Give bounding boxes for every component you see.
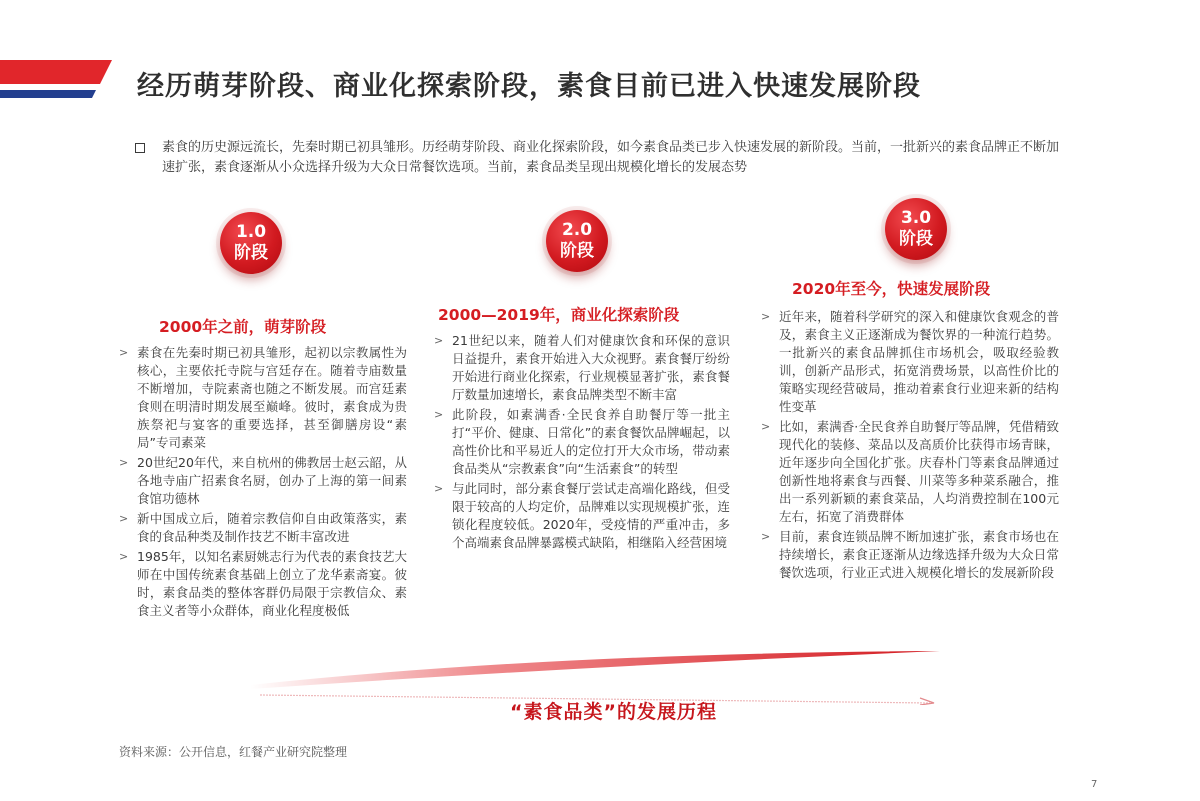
timeline-label: “素食品类”的发展历程	[510, 701, 717, 723]
stage-1-badge-number: 1.0	[235, 222, 267, 242]
page-title: 经历萌芽阶段、商业化探索阶段，素食目前已进入快速发展阶段	[137, 71, 921, 102]
list-item: > 20世纪20年代，来自杭州的佛教居士赵云韶，从各地寺庙广招素食名厨，创办了上海的第一间素食馆功德林	[119, 455, 407, 506]
stage-3-badge	[885, 198, 947, 260]
stage-1-title: 2000年之前，萌芽阶段	[159, 318, 327, 336]
stage-1-badge	[220, 212, 282, 274]
list-item: > 21世纪以来，随着人们对健康饮食和环保的意识日益提升，素食开始进入大众视野。素食餐厅纷纷开始进行商业化探索，行业规模显著扩张，素食餐厅数量加速增长，素食品牌类型不断丰富	[434, 333, 730, 402]
chevron-right-icon: >	[761, 530, 771, 543]
list-item: > 此阶段，如素满香·全民食养自助餐厅等一批主打“平价、健康、日常化”的素食餐饮品牌崛起，以高性价比和平易近人的定位打开大众市场，带动素食品类从“宗教素食”向“生活素食”的转型	[434, 407, 730, 476]
source-note: 资料来源：公开信息，红餐产业研究院整理	[119, 745, 348, 759]
chevron-right-icon: >	[761, 420, 771, 433]
list-item: > 1985年，以知名素厨姚志行为代表的素食技艺大师在中国传统素食基础上创立了龙华素斋宴。彼时，素食品类的整体客群仍局限于宗教信众、素食主义者等小众群体，商业化程度极低	[119, 549, 407, 618]
stage-2-list	[432, 332, 730, 554]
stage-2-badge	[546, 210, 608, 272]
stage-3-title: 2020年至今，快速发展阶段	[792, 280, 991, 298]
stage-2-title: 2000—2019年，商业化探索阶段	[438, 306, 680, 324]
header-accent-bar	[0, 60, 112, 98]
list-item: > 目前，素食连锁品牌不断加速扩张，素食市场也在持续增长，素食正逐渐从边缘选择升级为大众日常餐饮选项，行业正式进入规模化增长的发展新阶段	[761, 529, 1059, 580]
stage-1-badge-word: 阶段	[234, 243, 268, 263]
chevron-right-icon: >	[119, 456, 129, 469]
intro-text: 素食的历史源远流长，先秦时期已初具雏形。历经萌芽阶段、商业化探索阶段，如今素食品类已步入快速发展的新阶段。当前，一批新兴的素食品牌正不断加速扩张，素食逐渐从小众选择升级为大众日常餐饮选项。当前，素食品类呈现出规模化增长的发展态势	[162, 140, 1060, 175]
list-item: > 近年来，随着科学研究的深入和健康饮食观念的普及，素食主义正逐渐成为餐饮界的一种流行趋势。一批新兴的素食品牌抓住市场机会，吸取经验教训，创新产品形式，拓宽消费场景，以高性价比的策略实现经营破局，推动着素食行业迎来新的结构性变革	[761, 309, 1059, 414]
list-item: > 新中国成立后，随着宗教信仰自由政策落实，素食的食品种类及制作技艺不断丰富改进	[119, 511, 407, 544]
stage-2-badge-number: 2.0	[561, 220, 593, 240]
chevron-right-icon: >	[434, 334, 444, 347]
timeline-swoosh	[250, 645, 950, 705]
list-item: > 素食在先秦时期已初具雏形，起初以宗教属性为核心，主要依托寺院与宫廷存在。随着寺庙数量不断增加，寺院素斋也随之不断发展。而宫廷素食则在明清时期发展至巅峰。彼时，素食成为贵族祭祀与宴客的重要选择，甚至御膳房设“素局”专司素菜	[119, 345, 407, 450]
chevron-right-icon: >	[119, 512, 129, 525]
chevron-right-icon: >	[434, 482, 444, 495]
list-item: > 比如，素满香·全民食养自助餐厅等品牌，凭借精致现代化的装修、菜品以及高质价比获得市场青睐，近年逐步向全国化扩张。庆春朴门等素食品牌通过创新性地将素食与西餐、川菜等多种菜系融合，推出一系列新颖的素食菜品，人均消费控制在100元左右，拓宽了消费群体	[761, 419, 1059, 524]
intro-paragraph	[135, 138, 1070, 178]
chevron-right-icon: >	[434, 408, 444, 421]
page-number: 7	[1091, 779, 1098, 790]
chevron-right-icon: >	[119, 346, 129, 359]
stage-3-list	[759, 308, 1059, 584]
chevron-right-icon: >	[119, 550, 129, 563]
stage-3-badge-number: 3.0	[900, 208, 932, 228]
stage-3-badge-word: 阶段	[899, 229, 933, 249]
stage-1-list	[117, 344, 407, 622]
stage-2-badge-word: 阶段	[560, 241, 594, 261]
list-item: > 与此同时，部分素食餐厅尝试走高端化路线，但受限于较高的人均定价，品牌难以实现规模扩张，连锁化程度较低。2020年，受疫情的严重冲击，多个高端素食品牌暴露模式缺陷，相继陷入经营困境	[434, 481, 730, 550]
chevron-right-icon: >	[761, 310, 771, 323]
square-bullet-icon	[135, 143, 145, 153]
